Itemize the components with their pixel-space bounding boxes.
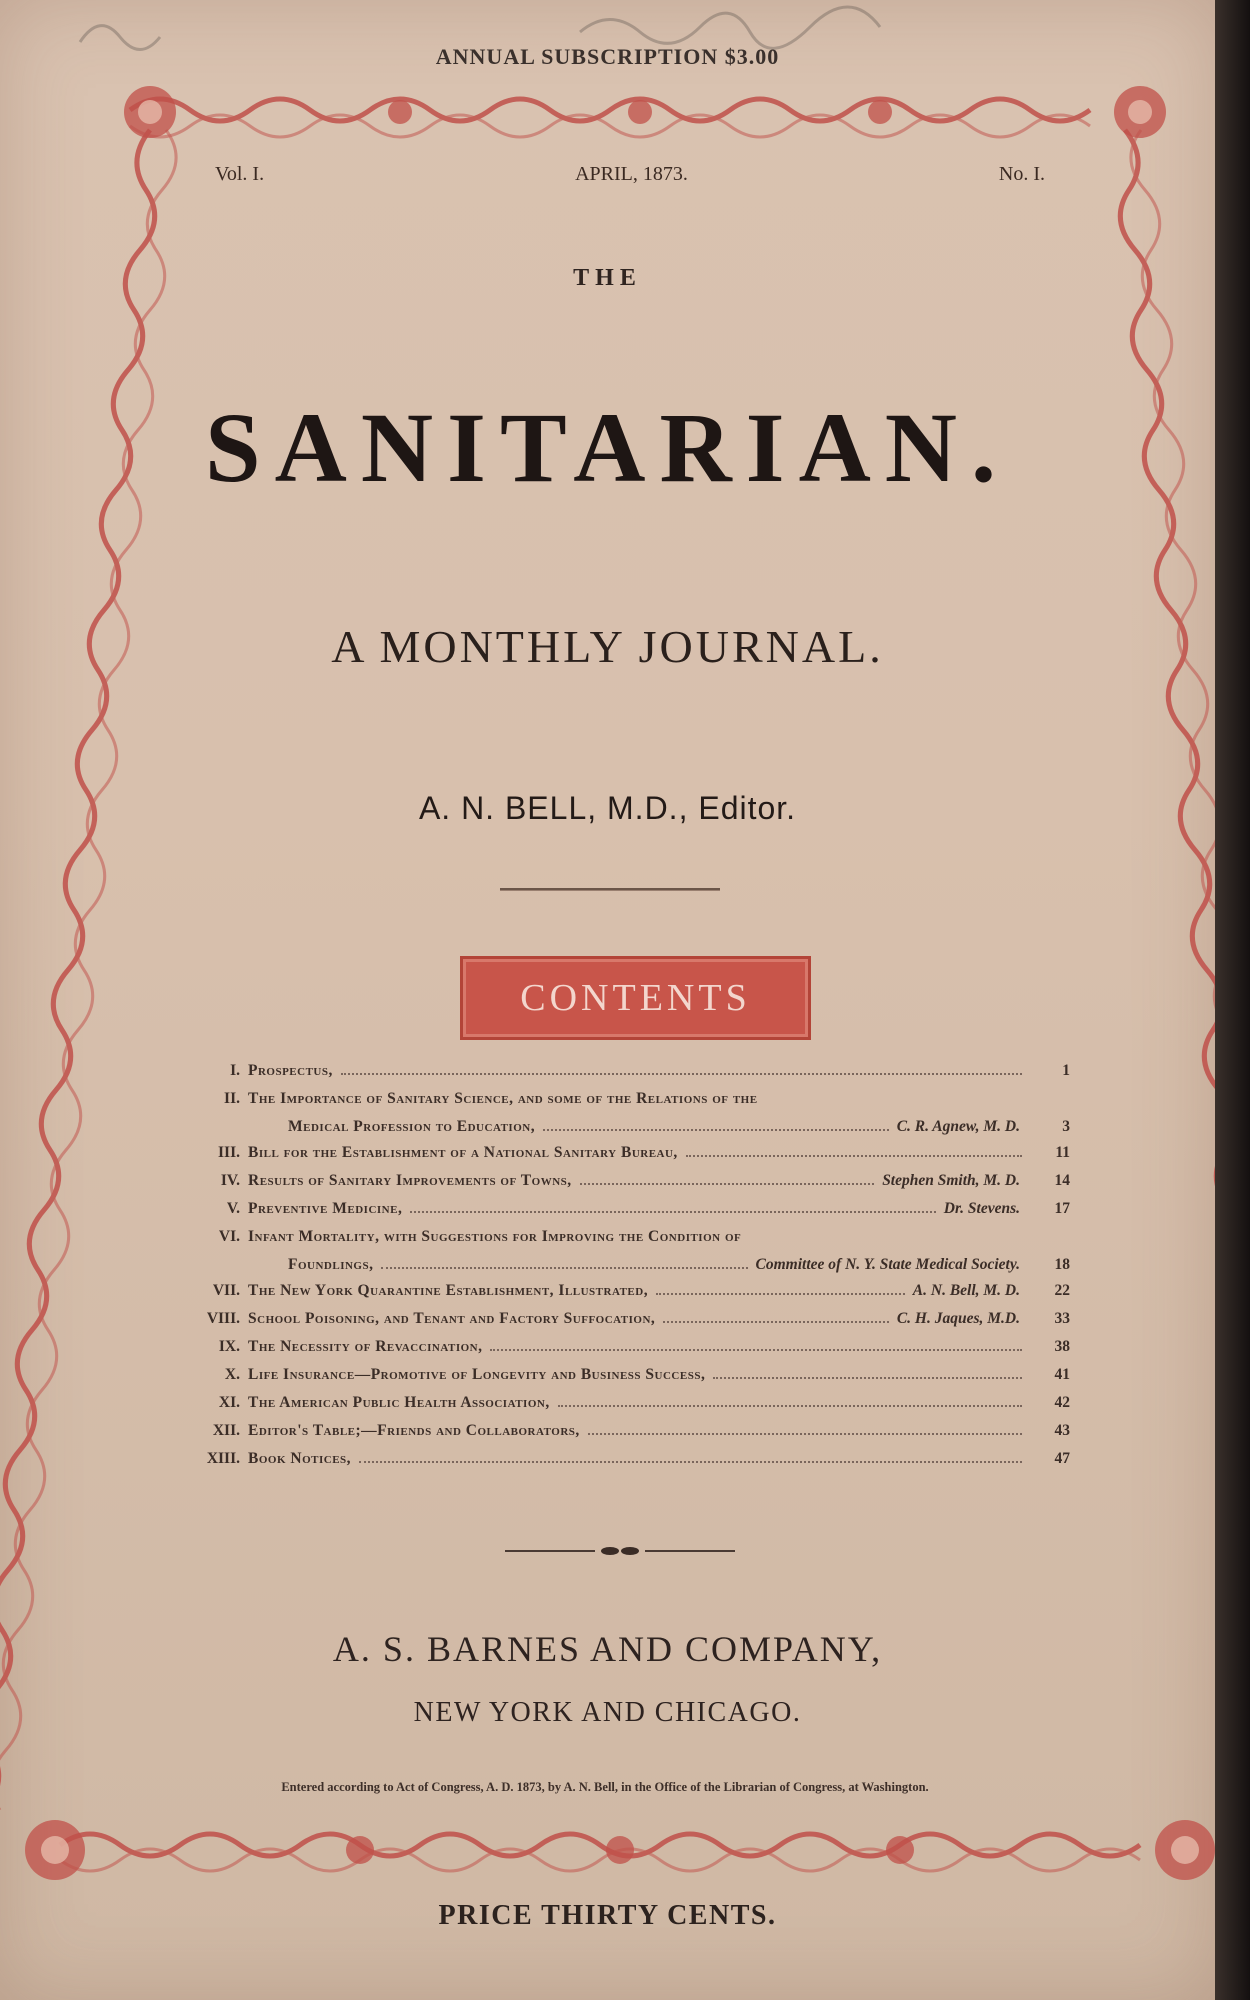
toc-number: II. <box>224 1090 240 1107</box>
toc-number: VI. <box>218 1228 240 1245</box>
toc-page-number: 14 <box>1054 1172 1070 1189</box>
toc-title: The American Public Health Association, <box>248 1394 550 1411</box>
toc-leader-dots <box>341 1073 1022 1075</box>
toc-row <box>160 1366 1070 1394</box>
toc-page-number: 11 <box>1055 1144 1070 1161</box>
toc-title: Preventive Medicine, <box>248 1200 403 1217</box>
toc-number: V. <box>226 1200 240 1217</box>
toc-title: The Necessity of Revaccination, <box>248 1338 483 1355</box>
background-edge <box>1215 0 1250 2000</box>
toc-leader-dots <box>580 1183 875 1185</box>
toc-title: Results of Sanitary Improvements of Towns, <box>248 1172 572 1189</box>
toc-row <box>160 1450 1070 1478</box>
toc-author: C. R. Agnew, M. D. <box>896 1118 1020 1135</box>
cover-price: PRICE THIRTY CENTS. <box>438 1900 777 1931</box>
toc-row <box>160 1282 1070 1310</box>
copyright-notice: Entered according to Act of Congress, A. D. 1873, by A. N. Bell, in the Office of the Librarian of Congress, at Washington. <box>281 1780 929 1794</box>
toc-title: Editor's Table;—Friends and Collaborators, <box>248 1422 580 1439</box>
toc-author: Committee of N. Y. State Medical Society. <box>755 1256 1020 1273</box>
toc-page-number: 43 <box>1054 1422 1070 1439</box>
publisher-name: A. S. BARNES AND COMPANY, <box>332 1629 883 1669</box>
toc-page-number: 42 <box>1054 1394 1070 1411</box>
toc-page-number: 22 <box>1054 1282 1070 1299</box>
volume-label: Vol. I. <box>215 163 265 185</box>
contents-heading: CONTENTS <box>460 956 811 1040</box>
toc-row <box>160 1144 1070 1172</box>
toc-leader-dots <box>656 1293 905 1295</box>
issue-number: No. I. <box>998 163 1045 185</box>
toc-leader-dots <box>588 1433 1022 1435</box>
subscription-price: ANNUAL SUBSCRIPTION $3.00 <box>435 44 780 69</box>
toc-title: The Importance of Sanitary Science, and some of the Relations of the <box>248 1090 758 1107</box>
toc-number: X. <box>224 1366 240 1383</box>
toc-leader-dots <box>543 1129 889 1131</box>
toc-row <box>160 1118 1070 1144</box>
publisher-cities: NEW YORK AND CHICAGO. <box>413 1697 802 1728</box>
toc-number: I. <box>230 1062 240 1079</box>
toc-row <box>160 1394 1070 1422</box>
toc-leader-dots <box>713 1377 1022 1379</box>
toc-row <box>160 1422 1070 1450</box>
toc-row <box>160 1228 1070 1256</box>
toc-title: Life Insurance—Promotive of Longevity and Business Success, <box>248 1366 706 1383</box>
toc-row <box>160 1200 1070 1228</box>
toc-leader-dots <box>663 1321 889 1323</box>
toc-leader-dots <box>381 1267 747 1269</box>
toc-title: Prospectus, <box>248 1062 333 1079</box>
issue-info <box>215 163 1045 186</box>
toc-title: Medical Profession to Education, <box>288 1118 536 1135</box>
toc-author: Dr. Stevens. <box>943 1200 1020 1217</box>
issue-date: APRIL, 1873. <box>575 163 688 185</box>
toc-leader-dots <box>410 1211 935 1213</box>
toc-title: Book Notices, <box>248 1450 352 1467</box>
toc-row <box>160 1090 1070 1118</box>
toc-author: A. N. Bell, M. D. <box>912 1282 1020 1299</box>
masthead-article: THE <box>573 265 642 291</box>
toc-page-number: 1 <box>1062 1062 1070 1079</box>
toc-leader-dots <box>490 1349 1022 1351</box>
toc-number: VII. <box>212 1282 240 1299</box>
toc-page-number: 41 <box>1054 1366 1070 1383</box>
toc-page-number: 38 <box>1054 1338 1070 1355</box>
divider-rule <box>500 888 720 891</box>
toc-page-number: 18 <box>1054 1256 1070 1273</box>
toc-row <box>160 1310 1070 1338</box>
toc-leader-dots <box>359 1461 1022 1463</box>
toc-number: XI. <box>218 1394 240 1411</box>
toc-title: Bill for the Establishment of a National Sanitary Bureau, <box>248 1144 678 1161</box>
toc-title: Infant Mortality, with Suggestions for Improving the Condition of <box>248 1228 742 1245</box>
toc-number: XIII. <box>206 1450 240 1467</box>
toc-page-number: 3 <box>1062 1118 1070 1135</box>
toc-row <box>160 1062 1070 1090</box>
toc-page-number: 17 <box>1054 1200 1070 1217</box>
journal-subtitle: A MONTHLY JOURNAL. <box>331 621 884 672</box>
toc-number: IX. <box>218 1338 240 1355</box>
toc-number: III. <box>218 1144 240 1161</box>
toc-number: VIII. <box>206 1310 240 1327</box>
toc-page-number: 33 <box>1054 1310 1070 1327</box>
toc-page-number: 47 <box>1054 1450 1070 1467</box>
toc-title: The New York Quarantine Establishment, Illustrated, <box>248 1282 649 1299</box>
toc-leader-dots <box>686 1155 1022 1157</box>
ornamental-divider <box>505 1545 735 1557</box>
toc-author: C. H. Jaques, M.D. <box>896 1310 1020 1327</box>
toc-leader-dots <box>558 1405 1022 1407</box>
journal-title: SANITARIAN. <box>204 392 1011 503</box>
toc-row <box>160 1256 1070 1282</box>
toc-title: Foundlings, <box>288 1256 374 1273</box>
toc-author: Stephen Smith, M. D. <box>882 1172 1020 1189</box>
toc-row <box>160 1338 1070 1366</box>
toc-row <box>160 1172 1070 1200</box>
table-of-contents <box>160 1062 1070 1478</box>
editor-line: A. N. BELL, M.D., Editor. <box>418 790 797 826</box>
toc-number: XII. <box>212 1422 240 1439</box>
toc-title: School Poisoning, and Tenant and Factory Suffocation, <box>248 1310 656 1327</box>
toc-number: IV. <box>220 1172 240 1189</box>
